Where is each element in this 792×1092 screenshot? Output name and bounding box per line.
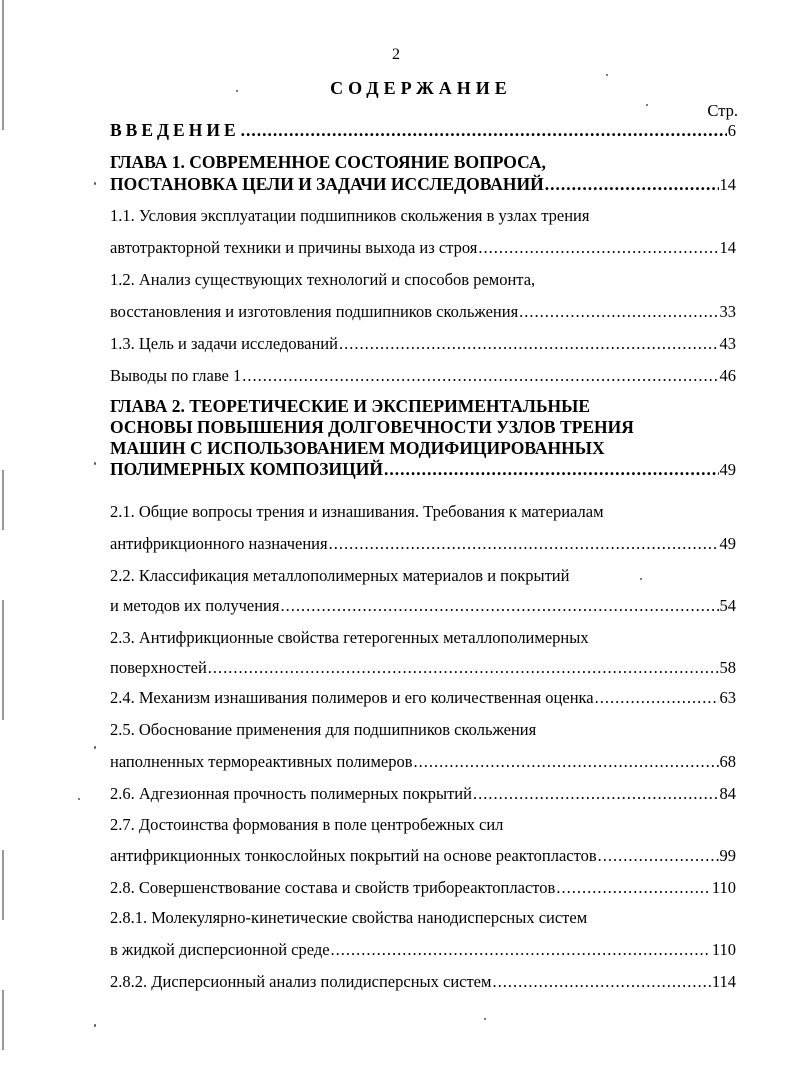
toc-entry-page: 110 bbox=[711, 940, 736, 959]
scan-edge-mark bbox=[2, 990, 4, 1050]
toc-entry-conclusions1 bbox=[110, 368, 736, 385]
toc-leader-dots bbox=[492, 974, 710, 991]
toc-entry-page: 46 bbox=[719, 366, 736, 385]
toc-leader-dots bbox=[598, 848, 719, 865]
toc-leader-dots bbox=[478, 240, 718, 257]
scan-speck bbox=[484, 1018, 486, 1020]
toc-s2-7-line1: 2.7. Достоинства формования в поле центробежных сил bbox=[110, 815, 504, 834]
toc-entry-text: в жидкой дисперсионной среде bbox=[110, 940, 330, 959]
toc-entry-s2-4 bbox=[110, 690, 736, 707]
toc-entry-page: 54 bbox=[719, 596, 736, 615]
toc-leader-dots bbox=[208, 660, 719, 677]
toc-entry-s2-1 bbox=[110, 536, 736, 553]
toc-leader-dots bbox=[519, 304, 718, 321]
toc-entry-text: ПОСТАНОВКА ЦЕЛИ И ЗАДАЧИ ИССЛЕДОВАНИЙ bbox=[110, 174, 544, 194]
toc-entry-text: ПОЛИМЕРНЫХ КОМПОЗИЦИЙ bbox=[110, 459, 383, 479]
toc-s2-5-line1: 2.5. Обоснование применения для подшипников скольжения bbox=[110, 720, 537, 739]
scan-speck bbox=[640, 578, 642, 580]
toc-chapter2-line2: ОСНОВЫ ПОВЫШЕНИЯ ДОЛГОВЕЧНОСТИ УЗЛОВ ТРЕНИЯ bbox=[110, 417, 634, 437]
toc-leader-dots bbox=[545, 176, 719, 194]
scan-speck bbox=[94, 182, 96, 185]
scan-speck bbox=[94, 746, 96, 749]
toc-entry-intro bbox=[110, 122, 736, 140]
toc-entry-page: 68 bbox=[719, 752, 736, 771]
toc-s2-3-line1: 2.3. Антифрикционные свойства гетерогенных металлополимерных bbox=[110, 628, 589, 647]
toc-entry-page: 49 bbox=[719, 460, 736, 479]
scan-speck bbox=[94, 462, 96, 465]
scan-edge-mark bbox=[2, 600, 4, 720]
toc-leader-dots bbox=[331, 942, 711, 959]
toc-leader-dots bbox=[241, 122, 727, 140]
toc-entry-s1-1 bbox=[110, 240, 736, 257]
toc-leader-dots bbox=[473, 786, 719, 803]
toc-entry-s1-3 bbox=[110, 336, 736, 353]
toc-leader-dots bbox=[595, 690, 719, 707]
toc-entry-text: Выводы по главе 1 bbox=[110, 366, 242, 385]
toc-entry-text: 2.8. Совершенствование состава и свойств трибореактопластов bbox=[110, 878, 556, 897]
page-column-label: Стр. bbox=[707, 101, 738, 120]
toc-entry-text: 1.3. Цель и задачи исследований bbox=[110, 334, 338, 353]
toc-entry-text: антифрикционного назначения bbox=[110, 534, 328, 553]
toc-s1-1-line1: 1.1. Условия эксплуатации подшипников скольжения в узлах трения bbox=[110, 206, 590, 225]
toc-leader-dots bbox=[339, 336, 719, 353]
toc-entry-s2-3 bbox=[110, 660, 736, 677]
toc-entry-text: и методов их получения bbox=[110, 596, 280, 615]
toc-entry-text: наполненных термореактивных полимеров bbox=[110, 752, 413, 771]
toc-leader-dots bbox=[384, 461, 719, 479]
toc-entry-chapter1 bbox=[110, 176, 736, 194]
toc-entry-page: 110 bbox=[711, 878, 736, 897]
toc-entry-page: 6 bbox=[727, 121, 736, 140]
toc-entry-s1-2 bbox=[110, 304, 736, 321]
page-title: СОДЕРЖАНИЕ bbox=[330, 78, 512, 98]
toc-entry-s2-6 bbox=[110, 786, 736, 803]
toc-entry-text: антифрикционных тонкослойных покрытий на основе реактопластов bbox=[110, 846, 597, 865]
toc-chapter2-line1: ГЛАВА 2. ТЕОРЕТИЧЕСКИЕ И ЭКСПЕРИМЕНТАЛЬНЫЕ bbox=[110, 396, 591, 416]
page-number: 2 bbox=[392, 46, 400, 63]
toc-entry-s2-5 bbox=[110, 754, 736, 771]
toc-entry-s2-8-1 bbox=[110, 942, 736, 959]
toc-leader-dots bbox=[556, 880, 711, 897]
scan-speck bbox=[94, 1024, 96, 1027]
scan-edge-mark bbox=[2, 0, 4, 130]
toc-s2-2-line1: 2.2. Классификация металлополимерных материалов и покрытий bbox=[110, 566, 570, 585]
toc-s1-2-line1: 1.2. Анализ существующих технологий и способов ремонта, bbox=[110, 270, 536, 289]
toc-chapter1-line1: ГЛАВА 1. СОВРЕМЕННОЕ СОСТОЯНИЕ ВОПРОСА, bbox=[110, 152, 546, 172]
scan-speck bbox=[78, 798, 80, 800]
toc-entry-page: 14 bbox=[719, 175, 736, 194]
toc-entry-text: 2.8.2. Дисперсионный анализ полидисперсных систем bbox=[110, 972, 492, 991]
toc-entry-page: 43 bbox=[719, 334, 736, 353]
toc-leader-dots bbox=[329, 536, 719, 553]
toc-entry-text: 2.6. Адгезионная прочность полимерных покрытий bbox=[110, 784, 472, 803]
toc-entry-page: 14 bbox=[719, 238, 736, 257]
scan-speck bbox=[646, 104, 648, 106]
toc-entry-page: 84 bbox=[719, 784, 736, 803]
toc-entry-text: восстановления и изготовления подшипников скольжения bbox=[110, 302, 519, 321]
toc-leader-dots bbox=[280, 598, 718, 615]
toc-entry-page: 99 bbox=[719, 846, 736, 865]
scan-speck bbox=[606, 74, 608, 76]
toc-entry-page: 63 bbox=[719, 688, 736, 707]
toc-entry-page: 114 bbox=[711, 972, 736, 991]
toc-entry-page: 58 bbox=[719, 658, 736, 677]
scan-edge-mark bbox=[2, 850, 4, 920]
scan-speck bbox=[236, 90, 238, 92]
toc-entry-page: 33 bbox=[719, 302, 736, 321]
toc-entry-chapter2 bbox=[110, 461, 736, 479]
toc-entry-page: 49 bbox=[719, 534, 736, 553]
toc-leader-dots bbox=[242, 368, 718, 385]
toc-chapter2-line3: МАШИН С ИСПОЛЬЗОВАНИЕМ МОДИФИЦИРОВАННЫХ bbox=[110, 438, 605, 458]
toc-entry-s2-8-2 bbox=[110, 974, 736, 991]
toc-s2-8-1-line1: 2.8.1. Молекулярно-кинетические свойства нанодисперсных систем bbox=[110, 908, 588, 927]
toc-entry-s2-8 bbox=[110, 880, 736, 897]
toc-entry-s2-7 bbox=[110, 848, 736, 865]
toc-leader-dots bbox=[414, 754, 719, 771]
scan-edge-mark bbox=[2, 470, 4, 530]
toc-entry-text: ВВЕДЕНИЕ bbox=[110, 120, 240, 140]
toc-entry-text: автотракторной техники и причины выхода из строя bbox=[110, 238, 478, 257]
toc-s2-1-line1: 2.1. Общие вопросы трения и изнашивания. Требования к материалам bbox=[110, 502, 604, 521]
toc-entry-text: поверхностей bbox=[110, 658, 207, 677]
toc-entry-text: 2.4. Механизм изнашивания полимеров и его количественная оценка bbox=[110, 688, 594, 707]
toc-entry-s2-2 bbox=[110, 598, 736, 615]
